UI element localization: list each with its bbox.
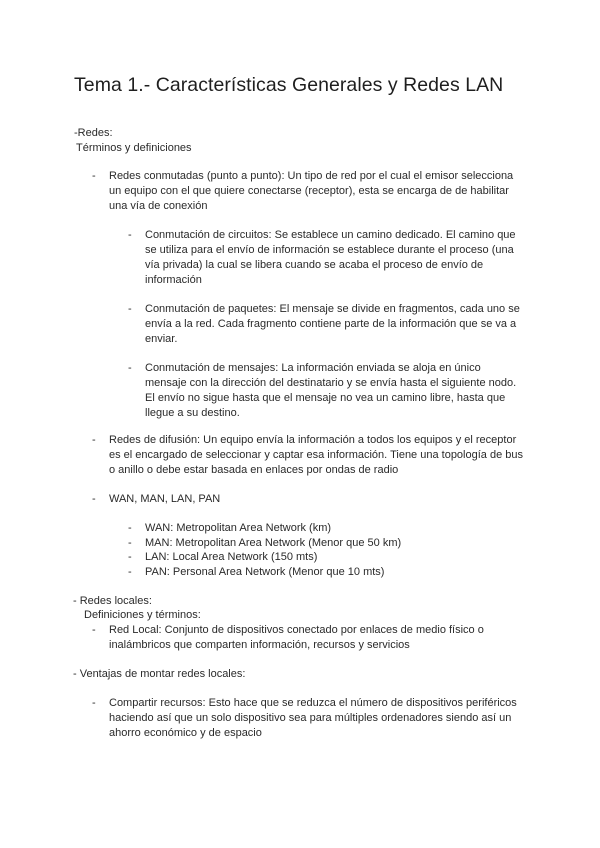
text-line: Red Local: Conjunto de dispositivos conectado por enlaces de medio físico o [109,624,484,636]
text-line: vía privada) la cual se libera cuando se acaba el proceso de envío de [145,259,484,271]
text-line: El envío no sigue hasta que el mensaje no vea un camino libre, hasta que [145,392,506,404]
text-line: Compartir recursos: Esto hace que se reduzca el número de dispositivos periféricos [109,697,517,709]
list-item: LAN: Local Area Network (150 mts) [145,551,318,563]
bullet-dash: - [92,493,96,505]
list-item-text [145,361,516,421]
section-subheading-terminos: Términos y definiciones [76,142,192,154]
bullet-dash: - [128,537,132,549]
list-item-text [145,228,516,288]
list-item: MAN: Metropolitan Area Network (Menor que 50 km) [145,537,402,549]
text-line: Conmutación de mensajes: La información enviada se aloja en único [145,362,481,374]
text-line: información [145,274,202,286]
section-heading-ventajas: - Ventajas de montar redes locales: [73,668,246,680]
bullet-dash: - [128,551,132,563]
text-line: llegue a su destino. [145,407,240,419]
text-line: mensaje con la dirección del destinatario y se envía hasta el siguiente nodo. [145,377,517,389]
text-line: se utiliza para el envío de información se establece durante el proceso (una [145,244,514,256]
page-title: Tema 1.- Características Generales y Redes LAN [74,74,504,96]
list-item: PAN: Personal Area Network (Menor que 10 mts) [145,566,385,578]
text-line: haciendo así que un solo dispositivo sea para múltiples ordenadores siendo así un [109,712,512,724]
section-subheading-definiciones: Definiciones y términos: [84,609,201,621]
text-line: o anillo o debe estar basada en enlaces por ondas de radio [109,464,399,476]
list-item-text [109,492,220,507]
list-item-text [109,169,513,214]
text-line: Redes de difusión: Un equipo envía la información a todos los equipos y el receptor [109,434,517,446]
text-line: Conmutación de paquetes: El mensaje se divide en fragmentos, cada uno se [145,303,520,315]
text-line: WAN, MAN, LAN, PAN [109,493,221,505]
text-line: Conmutación de circuitos: Se establece un camino dedicado. El camino que [145,229,516,241]
bullet-dash: - [128,362,132,374]
bullet-dash: - [128,522,132,534]
list-item-text [109,433,523,478]
list-item-text [145,302,520,347]
text-line: ahorro económico y de espacio [109,727,262,739]
text-line: enviar. [145,333,178,345]
text-line: una vía de conexión [109,200,208,212]
bullet-dash: - [128,566,132,578]
bullet-dash: - [92,434,96,446]
bullet-dash: - [128,303,132,315]
list-item-text [109,623,484,653]
text-line: un equipo con el que quiere conectarse (receptor), esta se encarga de de habilitar [109,185,509,197]
bullet-dash: - [128,229,132,241]
bullet-dash: - [92,170,96,182]
text-line: es el encargado de seleccionar y captar esa información. Tiene una topología de bus [109,449,523,461]
section-heading-redes: -Redes: [74,127,113,139]
list-item-text [109,696,517,741]
text-line: envía a la red. Cada fragmento contiene parte de la información que se va a [145,318,517,330]
text-line: inalámbricos que comparten información, recursos y servicios [109,639,410,651]
text-line: Redes conmutadas (punto a punto): Un tipo de red por el cual el emisor selecciona [109,170,514,182]
bullet-dash: - [92,697,96,709]
bullet-dash: - [92,624,96,636]
list-item: WAN: Metropolitan Area Network (km) [145,522,332,534]
section-heading-redes-locales: - Redes locales: [73,595,152,607]
